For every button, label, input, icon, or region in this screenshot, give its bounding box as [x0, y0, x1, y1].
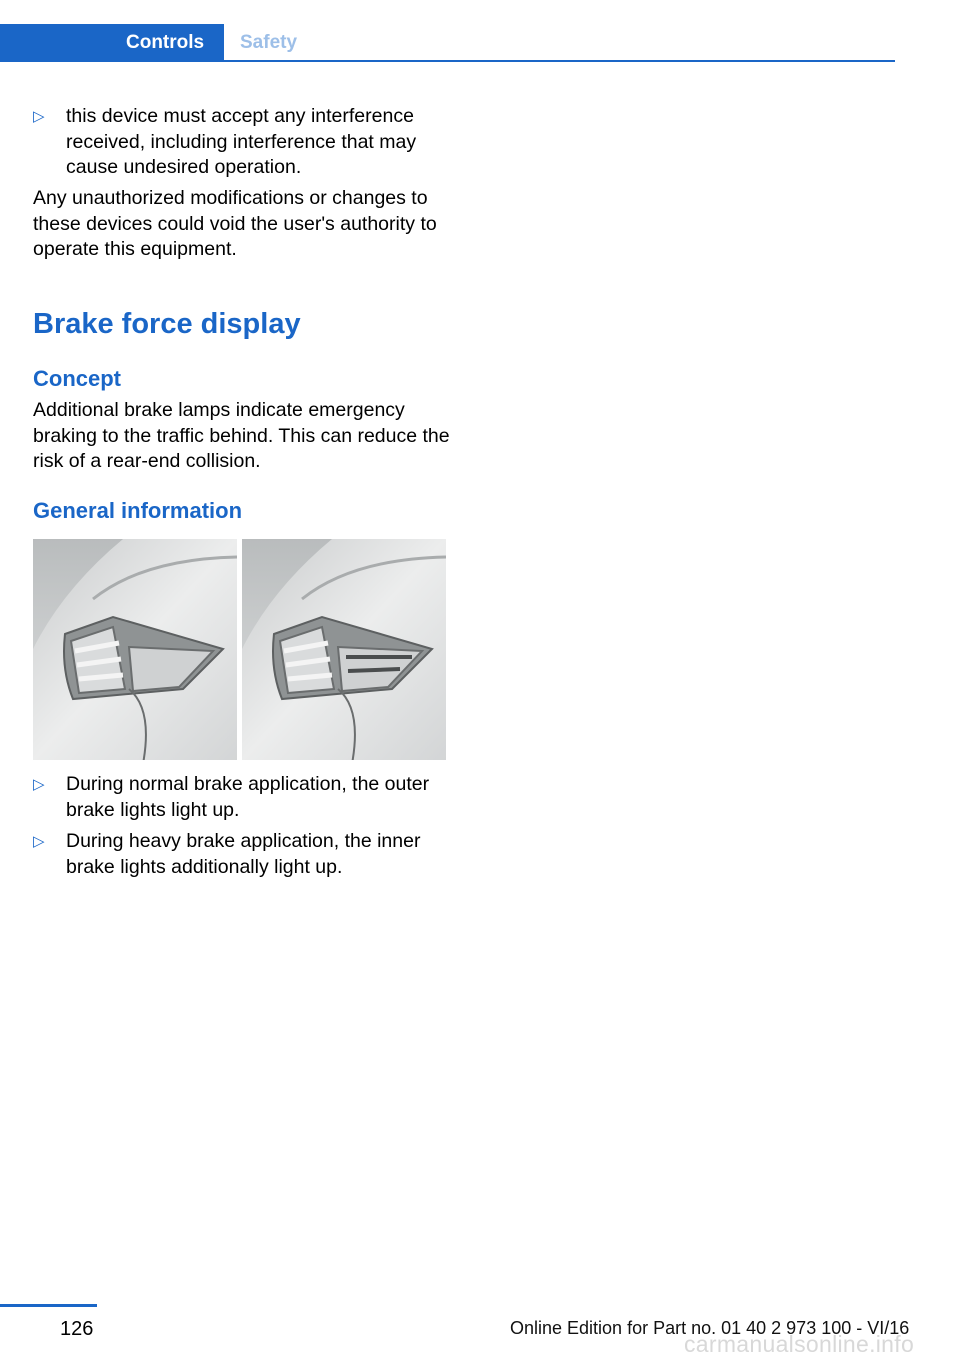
chapter-tabs [0, 24, 895, 62]
normal-braking-panel [33, 539, 237, 760]
tab-controls[interactable] [0, 24, 224, 62]
watermark: carmanualsonline.info [684, 1331, 915, 1357]
list-item-text: this device must accept any interference received, including interference that may cause undesired operation. [66, 105, 417, 178]
concept-heading: Concept [33, 366, 121, 391]
tab-safety[interactable]: Safety [240, 32, 298, 53]
concept-text: Additional brake lamps indicate emergency braking to the traffic behind. This can reduce the risk of a rear-end collision. [33, 399, 450, 472]
triangle-right-icon: ▷ [33, 108, 45, 125]
triangle-right-icon: ▷ [33, 776, 45, 793]
general-information-heading: General information [33, 498, 243, 523]
page-number: 126 [60, 1318, 94, 1340]
triangle-right-icon: ▷ [33, 833, 45, 850]
list-item-text: During normal brake application, the outer brake lights light up. [66, 773, 430, 821]
footer-rule [0, 1304, 97, 1307]
brake-lights-image [33, 539, 446, 760]
heavy-braking-panel [242, 539, 446, 760]
section-title: Brake force display [33, 308, 301, 340]
intro-paragraph: Any unauthorized modifications or changes to these devices could void the user's authority to operate this equipment. [33, 187, 437, 260]
header-divider [0, 60, 895, 62]
edition-info: Online Edition for Part no. 01 40 2 973 100 - VI/16 [510, 1318, 910, 1338]
tab-controls-label: Controls [126, 32, 205, 53]
brake-lights-illustration [33, 539, 446, 760]
list-item-text: During heavy brake application, the inner brake lights additionally light up. [66, 830, 421, 878]
